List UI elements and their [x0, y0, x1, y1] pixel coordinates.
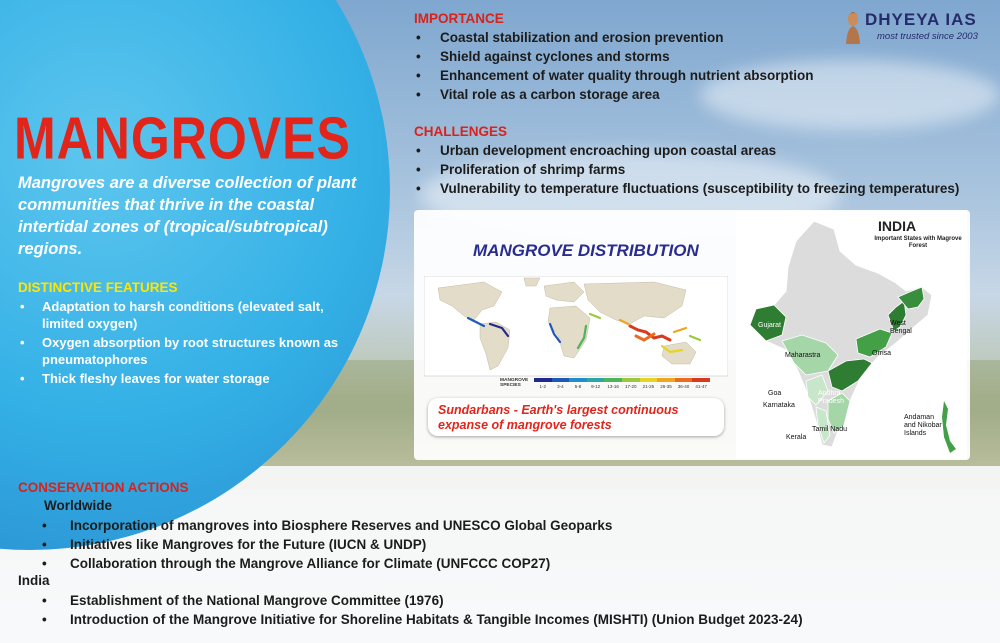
legend-tick: 36-40 — [677, 384, 690, 389]
legend-swatch — [534, 378, 552, 382]
legend-tick: 26-35 — [660, 384, 672, 389]
list-item: • Thick fleshy leaves for water storage — [18, 370, 344, 387]
brand-name: DHYEYA IAS — [865, 10, 977, 29]
legend-swatch — [587, 378, 605, 382]
state-label-andaman: Andaman and Nikobar Islands — [904, 414, 942, 437]
india-actions-list — [40, 591, 803, 629]
species-legend — [534, 378, 710, 392]
features-heading: DISTINCTIVE FEATURES — [18, 280, 178, 295]
india-map-subtitle: Important States with Magrove Forest — [874, 236, 962, 249]
list-item: • Urban development encroaching upon coastal areas — [414, 141, 959, 160]
legend-tick: 41-47 — [695, 384, 707, 389]
callout-text: Sundarbans - Earth's largest continuous expanse of mangrove forests — [438, 403, 679, 432]
legend-swatch — [657, 378, 675, 382]
list-item: • Initiatives like Mangroves for the Future (IUCN & UNDP) — [40, 535, 612, 554]
challenges-heading: CHALLENGES — [414, 124, 508, 139]
india-label: India — [18, 573, 50, 588]
state-label-karnataka: Karnataka — [763, 402, 795, 409]
legend-ticks — [534, 384, 710, 389]
bust-icon — [845, 10, 861, 44]
distribution-title: MANGROVE DISTRIBUTION — [473, 241, 699, 260]
list-item: • Enhancement of water quality through nutrient absorption — [414, 66, 814, 85]
list-item: • Proliferation of shrimp farms — [414, 160, 959, 179]
legend-color-bar — [534, 378, 710, 382]
list-item: • Introduction of the Mangrove Initiative for Shoreline Habitats & Tangible Incomes (MISHTI) (Union Budget 2023-24) — [40, 610, 803, 629]
legend-tick: 21-25 — [642, 384, 655, 389]
list-item: • Oxygen absorption by root structures known as pneumatophores — [18, 334, 344, 368]
state-label-andhra: Andhra Pradesh — [818, 390, 845, 405]
legend-swatch — [692, 378, 710, 382]
list-item: • Adaptation to harsh conditions (elevated salt, limited oxygen) — [18, 298, 344, 332]
state-label-gujarat: Gujarat — [758, 322, 781, 329]
list-item: • Establishment of the National Mangrove Committee (1976) — [40, 591, 803, 610]
worldwide-label: Worldwide — [44, 498, 113, 513]
brand-tagline: most trusted since 2003 — [877, 31, 978, 42]
legend-tick: 1-2 — [539, 384, 547, 389]
list-item: • Vital role as a carbon storage area — [414, 85, 814, 104]
intro-text: Mangroves are a diverse collection of plant communities that thrive in the coastal intertidal zones of (tropical/subtropical) regions. — [18, 174, 357, 258]
legend-swatch — [675, 378, 693, 382]
legend-tick: 17-20 — [625, 384, 637, 389]
legend-swatch — [569, 378, 587, 382]
list-item: • Incorporation of mangroves into Biosphere Reserves and UNESCO Global Geoparks — [40, 516, 612, 535]
list-item: • Vulnerability to temperature fluctuations (susceptibility to freezing temperatures) — [414, 179, 959, 198]
state-label-orrisa: Orrisa — [872, 350, 892, 357]
brand-logo — [845, 10, 995, 48]
conservation-heading: CONSERVATION ACTIONS — [18, 480, 189, 495]
india-map-title: INDIA — [878, 218, 917, 234]
importance-list — [414, 28, 814, 104]
legend-tick: 5-8 — [574, 384, 582, 389]
legend-swatch — [604, 378, 622, 382]
legend-swatch — [622, 378, 640, 382]
legend-tick: 9-12 — [591, 384, 601, 389]
legend-tick: 13-16 — [607, 384, 619, 389]
state-label-tamil-nadu: Tamil Nadu — [812, 426, 848, 433]
page-title: MANGROVES — [14, 105, 351, 172]
state-label-maharastra: Maharastra — [785, 352, 821, 359]
list-item: • Shield against cyclones and storms — [414, 47, 814, 66]
legend-swatch — [640, 378, 658, 382]
state-label-kerala: Kerala — [786, 434, 807, 441]
list-item: • Collaboration through the Mangrove Alliance for Climate (UNFCCC COP27) — [40, 554, 612, 573]
list-item: • Coastal stabilization and erosion prevention — [414, 28, 814, 47]
legend-tick: 3-4 — [557, 384, 564, 389]
importance-heading: IMPORTANCE — [414, 11, 504, 26]
worldwide-list — [40, 516, 612, 573]
legend-swatch — [552, 378, 570, 382]
features-list — [18, 298, 344, 389]
state-label-west-bengal: West Bengal — [890, 320, 912, 335]
challenges-list — [414, 141, 959, 198]
sundarbans-callout — [428, 398, 724, 436]
state-label-goa: Goa — [768, 390, 782, 397]
legend-label: MANGROVE SPECIES — [500, 378, 529, 388]
